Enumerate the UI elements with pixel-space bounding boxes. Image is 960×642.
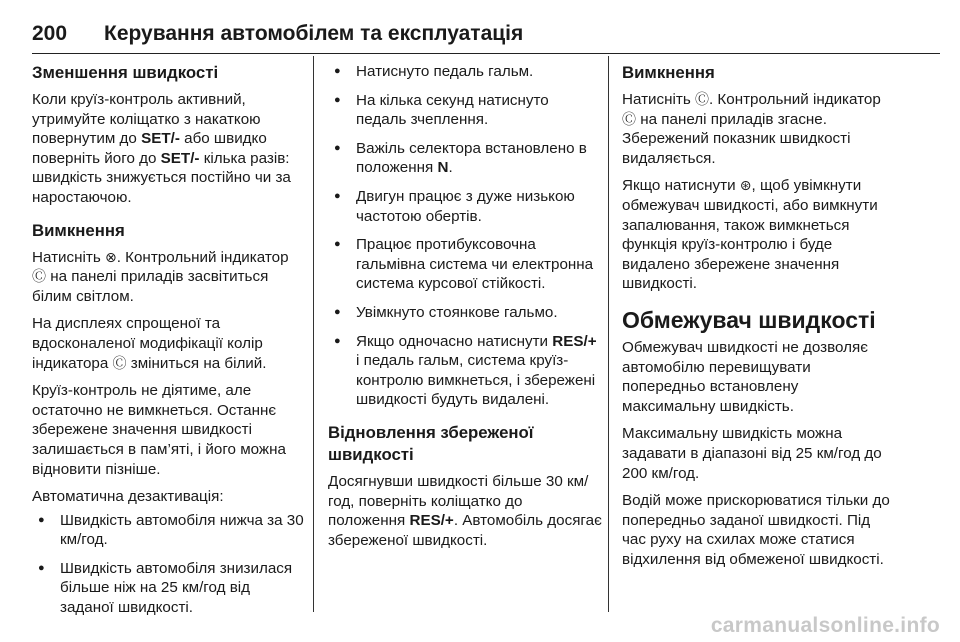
column-divider-2 <box>608 56 609 612</box>
cruise-control-icon: Ⓒ <box>112 354 127 371</box>
list-item: ● Увімкнуто стоянкове гальмо. <box>328 303 602 323</box>
column-2 <box>328 62 602 558</box>
cruise-control-icon: Ⓒ <box>694 91 709 107</box>
watermark: carmanualsonline.info <box>710 614 940 637</box>
heading-restore-speed: Відновлення збереженої швидкості <box>328 422 534 464</box>
list-item: ● Швидкість автомобіля знизилася більше ніж на 25 км/год від заданої швидкості. <box>32 559 304 618</box>
inactive-text: Круїз-контроль не діятиме, але остаточно не вимкнеться. Останнє збережене значення швидкості залишається в пам’яті, і його можна відновити пізніше. <box>32 382 286 478</box>
switch-off-text: Натисніть ⊗. Контрольний індикатор Ⓒ на панелі приладів засвітиться білим світлом. <box>32 248 289 305</box>
list-item: ● На кілька секунд натиснуто педаль зчеплення. <box>328 91 602 130</box>
deactivation-list-continued <box>328 62 602 410</box>
auto-deactivation-list <box>32 511 304 618</box>
restore-speed-text: Досягнувши швидкості більше 30 км/год, поверніть коліщатко до положення RES/+. Автомобіль досягає збереженої швидкості. <box>328 472 602 549</box>
driver-text: Водій може прискорюватися тільки до попередньо заданої швидкості. Під час руху на схилах може статися відхилення від обмеженої швидкості. <box>622 492 890 568</box>
limiter-off-text: Якщо натиснути ⊛, щоб увімкнути обмежувач швидкості, або вимкнути запалювання, також вимкнеться функція круїз-контролю і буде видалено збережене значення швидкості. <box>622 177 878 293</box>
speed-limiter-icon: ⊛ <box>739 177 752 194</box>
column-divider-1 <box>313 56 314 612</box>
cancel-icon: ⊗ <box>104 248 117 265</box>
list-item: ● Натиснуто педаль гальм. <box>328 62 602 82</box>
page-number: 200 <box>32 22 68 45</box>
heading-switch-off-2: Вимкнення <box>622 63 715 82</box>
list-item: ● Важіль селектора встановлено в положення N. <box>328 139 602 178</box>
header-rule <box>32 53 940 54</box>
column-3 <box>622 62 892 577</box>
display-text: На дисплеях спрощеної та вдосконаленої модифікації колір індикатора Ⓒ зміниться на білий. <box>32 315 267 372</box>
range-text: Максимальну швидкість можна задавати в діапазоні від 25 км/год до 200 км/год. <box>622 425 882 482</box>
list-item: ● Працює протибуксовочна гальмівна система чи електронна система курсової стійкості. <box>328 235 602 294</box>
column-1 <box>32 62 304 627</box>
list-item: ● Якщо одночасно натиснути RES/+ і педаль гальм, система круїз-контролю вимкнеться, і збережені швидкості будуть видалені. <box>328 332 602 410</box>
cruise-control-icon: Ⓒ <box>622 110 636 127</box>
auto-deactivation-label: Автоматична дезактивація: <box>32 488 224 506</box>
limiter-text: Обмежувач швидкості не дозволяє автомобілю перевищувати попередньо встановлену максимальну швидкість. <box>622 338 868 415</box>
page-title: Керування автомобілем та експлуатація <box>104 22 524 45</box>
reduce-speed-text: Коли круїз-контроль активний, утримуйте коліщатко з накаткою повернутим до SET/- або швидко поверніть його до SET/- кілька разів: швидкість знижується постійно чи за наростаючою. <box>32 91 291 206</box>
switch-off-text-2: Натисніть Ⓒ. Контрольний індикатор Ⓒ на панелі приладів згасне. Збережений показник швидкості видаляється. <box>622 91 881 167</box>
heading-speed-limiter: Обмежувач швидкості <box>622 306 876 333</box>
cruise-control-icon: Ⓒ <box>32 268 46 285</box>
list-item: ● Швидкість автомобіля нижча за 30 км/год. <box>32 511 304 550</box>
list-item: ● Двигун працює з дуже низькою частотою обертів. <box>328 187 602 226</box>
page-header <box>32 22 940 46</box>
heading-reduce-speed: Зменшення швидкості <box>32 63 219 82</box>
heading-switch-off: Вимкнення <box>32 220 125 240</box>
